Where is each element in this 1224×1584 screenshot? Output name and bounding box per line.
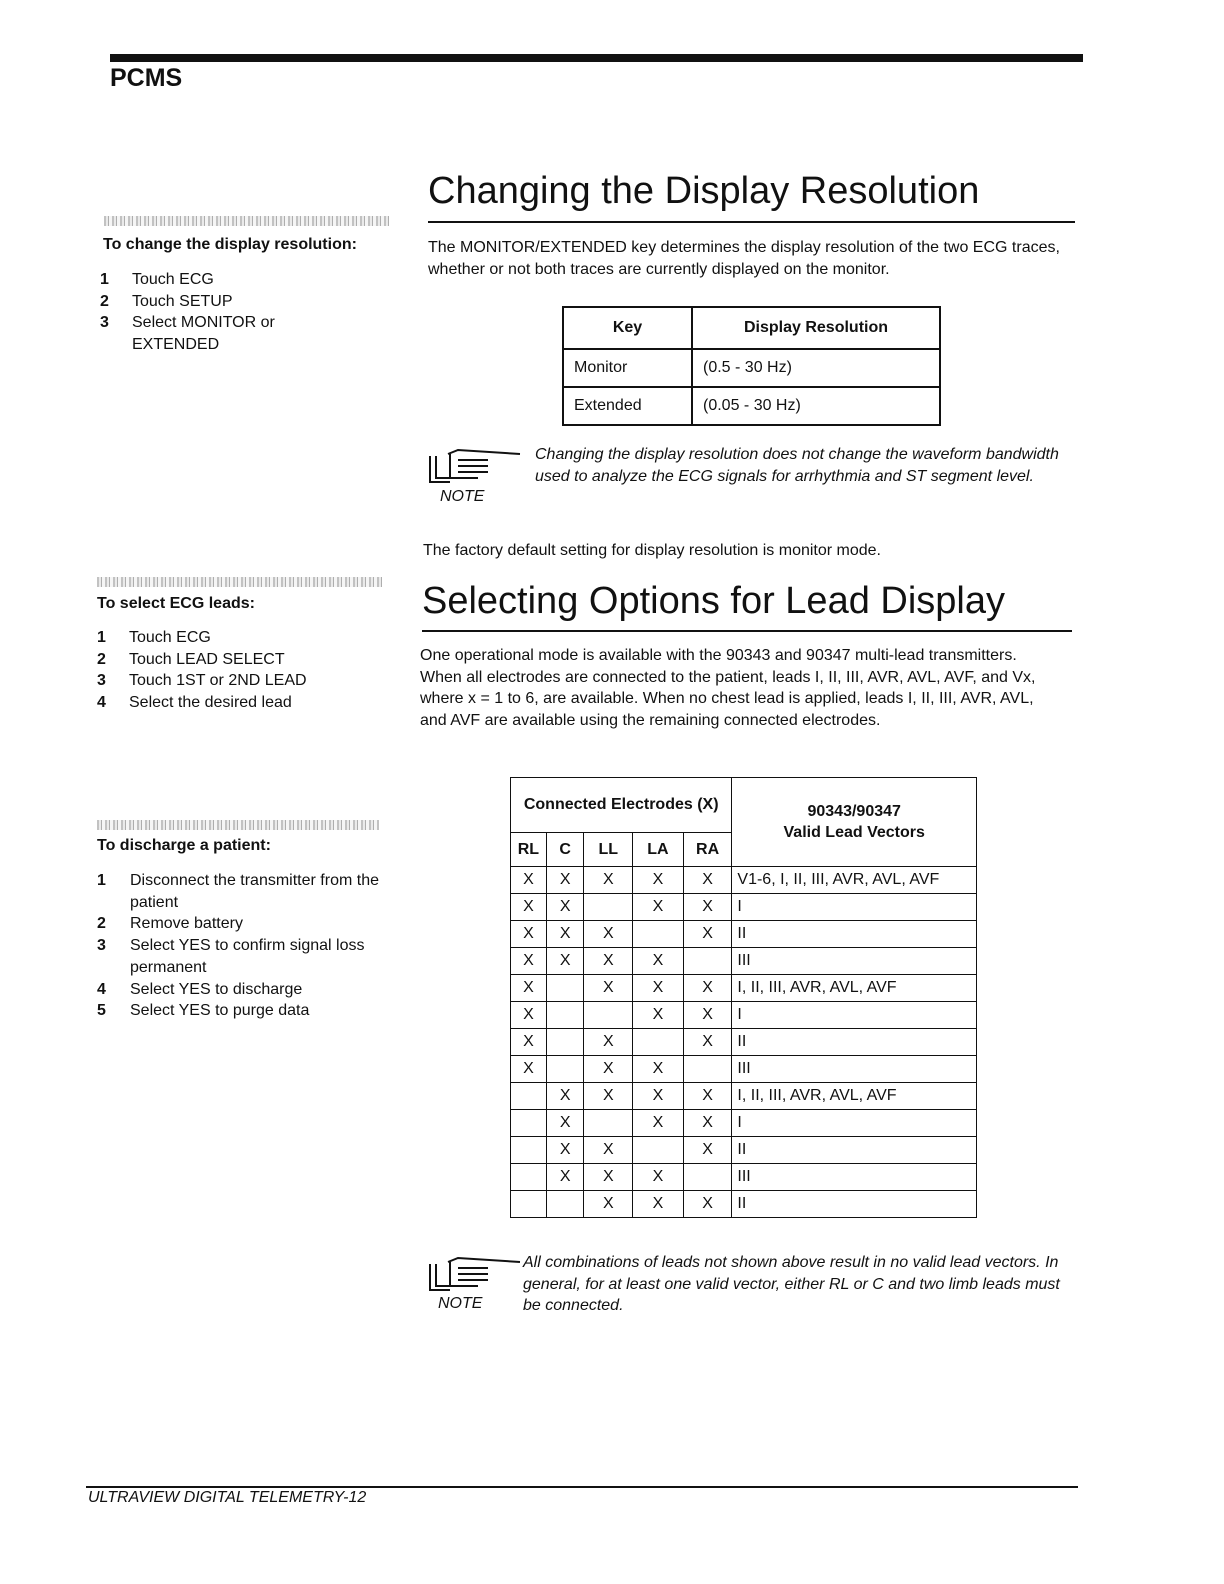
- table-cell: (0.5 - 30 Hz): [692, 349, 940, 387]
- electrode-cell: [683, 948, 732, 975]
- table-row: [563, 387, 940, 425]
- step-item: [100, 269, 330, 291]
- step-number: 1: [97, 872, 106, 889]
- electrode-cell: X: [683, 1110, 732, 1137]
- electrode-cell: [633, 921, 684, 948]
- group-header: Connected Electrodes (X): [511, 778, 732, 833]
- step-number: 2: [97, 650, 106, 668]
- step-number: 3: [100, 314, 109, 332]
- sidebar-divider: [104, 216, 389, 226]
- step-item: [97, 649, 357, 671]
- table-row: [511, 1191, 977, 1218]
- electrode-cell: X: [546, 1137, 584, 1164]
- vector-cell: I: [732, 894, 977, 921]
- electrode-cell: X: [584, 1029, 633, 1056]
- table-row: [511, 921, 977, 948]
- step-item: [97, 979, 387, 1001]
- electrode-cell: X: [683, 867, 732, 894]
- table-row: [511, 1164, 977, 1191]
- electrode-cell: [683, 1164, 732, 1191]
- step-text: Select YES to purge data: [130, 1002, 310, 1020]
- default-text: The factory default setting for display resolution is monitor mode.: [423, 542, 881, 559]
- electrode-cell: X: [584, 1083, 633, 1110]
- electrode-cell: [584, 894, 633, 921]
- vector-cell: V1-6, I, II, III, AVR, AVL, AVF: [732, 867, 977, 894]
- electrode-cell: X: [633, 1110, 684, 1137]
- electrode-cell: X: [683, 921, 732, 948]
- step-text: Touch ECG: [132, 271, 214, 288]
- step-item: [97, 1000, 387, 1022]
- electrode-cell: X: [584, 1164, 633, 1191]
- table-row: [511, 1083, 977, 1110]
- column-header: RA: [683, 833, 732, 867]
- column-header: LA: [633, 833, 684, 867]
- step-item: [100, 312, 330, 355]
- intro-paragraph: The MONITOR/EXTENDED key determines the display resolution of the two ECG traces, whether or not both traces are currently displayed on the monitor.: [428, 239, 1060, 278]
- electrode-cell: [546, 1191, 584, 1218]
- step-number: 2: [100, 292, 109, 310]
- electrode-cell: [511, 1191, 547, 1218]
- vector-cell: II: [732, 1191, 977, 1218]
- lead-vector-table: [510, 777, 977, 1218]
- step-number: 4: [97, 980, 106, 998]
- footer-rule: [86, 1486, 1078, 1488]
- step-text: Select the desired lead: [129, 694, 292, 712]
- electrode-cell: X: [633, 1164, 684, 1191]
- electrode-cell: X: [584, 975, 633, 1002]
- electrode-cell: [633, 1029, 684, 1056]
- electrode-cell: X: [546, 867, 584, 894]
- electrode-cell: [584, 1110, 633, 1137]
- electrode-cell: X: [546, 1164, 584, 1191]
- electrode-cell: X: [633, 894, 684, 921]
- electrode-cell: X: [546, 1110, 584, 1137]
- electrode-cell: X: [546, 921, 584, 948]
- steps-list: [97, 870, 387, 1022]
- electrode-cell: X: [683, 975, 732, 1002]
- electrode-cell: X: [633, 1056, 684, 1083]
- pointing-hand-icon: [428, 1256, 523, 1296]
- table-cell: Extended: [563, 387, 692, 425]
- step-text: Remove battery: [130, 915, 243, 933]
- electrode-cell: X: [584, 1056, 633, 1083]
- electrode-cell: X: [511, 921, 547, 948]
- note-label: NOTE: [438, 1295, 483, 1312]
- vector-cell: III: [732, 1164, 977, 1191]
- electrode-cell: X: [546, 1083, 584, 1110]
- electrode-cell: X: [683, 1029, 732, 1056]
- table-row: [511, 1137, 977, 1164]
- electrode-cell: [546, 1029, 584, 1056]
- vector-cell: I, II, III, AVR, AVL, AVF: [732, 975, 977, 1002]
- vector-cell: I: [732, 1110, 977, 1137]
- note-text: All combinations of leads not shown above result in no valid lead vectors. In general, for at least one valid vector, either RL or C and two limb leads must be connected.: [523, 1254, 1060, 1314]
- step-item: [97, 627, 357, 649]
- step-item: [97, 935, 387, 978]
- table-row: [511, 1002, 977, 1029]
- step-text: Select MONITOR or EXTENDED: [132, 314, 275, 354]
- vector-cell: II: [732, 1029, 977, 1056]
- electrode-cell: X: [546, 894, 584, 921]
- step-text: Touch SETUP: [132, 292, 233, 310]
- electrode-cell: X: [633, 1191, 684, 1218]
- electrode-cell: X: [683, 1083, 732, 1110]
- step-text: Select YES to discharge: [130, 980, 303, 998]
- step-number: 1: [100, 271, 109, 288]
- table-row: [511, 975, 977, 1002]
- table-row: [563, 349, 940, 387]
- step-text: Touch 1ST or 2ND LEAD: [129, 672, 307, 690]
- sidebar-title: To change the display resolution:: [103, 236, 357, 253]
- electrode-cell: [511, 1083, 547, 1110]
- vector-cell: III: [732, 1056, 977, 1083]
- electrode-cell: X: [584, 921, 633, 948]
- electrode-cell: X: [511, 867, 547, 894]
- vector-header: [732, 778, 977, 867]
- electrode-cell: X: [633, 948, 684, 975]
- header-title: PCMS: [110, 64, 183, 92]
- electrode-cell: X: [511, 894, 547, 921]
- electrode-cell: [511, 1137, 547, 1164]
- electrode-cell: [584, 1002, 633, 1029]
- step-item: [97, 670, 357, 692]
- heading-rule: [428, 221, 1075, 223]
- column-header: LL: [584, 833, 633, 867]
- pointing-hand-icon: [428, 448, 523, 488]
- step-item: [97, 870, 387, 913]
- step-number: 3: [97, 672, 106, 690]
- step-text: Select YES to confirm signal loss permanent: [130, 937, 365, 976]
- table-row: [511, 894, 977, 921]
- electrode-cell: X: [633, 1083, 684, 1110]
- table-cell: Monitor: [563, 349, 692, 387]
- electrode-cell: X: [683, 894, 732, 921]
- sidebar-title: To select ECG leads:: [97, 595, 255, 612]
- vector-cell: III: [732, 948, 977, 975]
- step-text: Disconnect the transmitter from the patient: [130, 872, 379, 911]
- steps-list: [100, 269, 330, 356]
- sidebar-divider: [97, 820, 379, 830]
- section-heading: Selecting Options for Lead Display: [422, 580, 1005, 622]
- step-number: 4: [97, 694, 106, 712]
- step-item: [97, 692, 357, 714]
- step-number: 1: [97, 629, 106, 646]
- vector-header-line: 90343/90347: [807, 803, 901, 820]
- step-number: 5: [97, 1002, 106, 1020]
- heading-rule: [422, 630, 1072, 632]
- electrode-cell: [633, 1137, 684, 1164]
- electrode-cell: X: [633, 975, 684, 1002]
- electrode-cell: [683, 1056, 732, 1083]
- electrode-cell: X: [511, 975, 547, 1002]
- footer-text: ULTRAVIEW DIGITAL TELEMETRY-12: [88, 1489, 367, 1506]
- electrode-cell: X: [584, 948, 633, 975]
- step-number: 3: [97, 937, 106, 955]
- electrode-cell: X: [683, 1191, 732, 1218]
- vector-cell: I: [732, 1002, 977, 1029]
- table-row: [511, 1110, 977, 1137]
- electrode-cell: [546, 1002, 584, 1029]
- sidebar-title: To discharge a patient:: [97, 837, 271, 854]
- sidebar-divider: [97, 577, 382, 587]
- column-header: C: [546, 833, 584, 867]
- electrode-cell: X: [584, 1137, 633, 1164]
- step-number: 2: [97, 915, 106, 933]
- electrode-cell: X: [633, 1002, 684, 1029]
- table-row: [511, 1029, 977, 1056]
- table-row: [511, 948, 977, 975]
- electrode-cell: [511, 1164, 547, 1191]
- vector-cell: I, II, III, AVR, AVL, AVF: [732, 1083, 977, 1110]
- vector-cell: II: [732, 921, 977, 948]
- step-item: [100, 291, 330, 313]
- steps-list: [97, 627, 357, 714]
- intro-paragraph: One operational mode is available with the 90343 and 90347 multi-lead transmitters. When all electrodes are connected to the patient, leads I, II, III, AVR, AVL, AVF, and Vx, where x = 1 to 6, are available. When no chest lead is applied, leads I, II, III, AVR, AVL, and AVF are available using the remaining connected electrodes.: [420, 647, 1036, 729]
- electrode-cell: X: [633, 867, 684, 894]
- column-header: Display Resolution: [692, 307, 940, 349]
- electrode-cell: X: [683, 1002, 732, 1029]
- electrode-cell: X: [546, 948, 584, 975]
- electrode-cell: [546, 975, 584, 1002]
- note-text: Changing the display resolution does not change the waveform bandwidth used to analyze the ECG signals for arrhythmia and ST segment level.: [535, 446, 1059, 485]
- electrode-cell: X: [511, 1029, 547, 1056]
- table-cell: (0.05 - 30 Hz): [692, 387, 940, 425]
- electrode-cell: X: [584, 1191, 633, 1218]
- electrode-cell: [546, 1056, 584, 1083]
- electrode-cell: X: [511, 948, 547, 975]
- electrode-cell: X: [584, 867, 633, 894]
- table-row: [511, 867, 977, 894]
- electrode-cell: X: [683, 1137, 732, 1164]
- step-text: Touch ECG: [129, 629, 211, 646]
- column-header: Key: [563, 307, 692, 349]
- step-text: Touch LEAD SELECT: [129, 650, 285, 668]
- electrode-cell: X: [511, 1056, 547, 1083]
- step-item: [97, 913, 387, 935]
- electrode-cell: X: [511, 1002, 547, 1029]
- header-bar: [110, 54, 1083, 62]
- vector-cell: II: [732, 1137, 977, 1164]
- vector-header-line: Valid Lead Vectors: [783, 824, 925, 841]
- note-label: NOTE: [440, 488, 485, 505]
- table-row: [511, 1056, 977, 1083]
- resolution-table: [562, 306, 941, 426]
- column-header: RL: [511, 833, 547, 867]
- electrode-cell: [511, 1110, 547, 1137]
- section-heading: Changing the Display Resolution: [428, 170, 980, 212]
